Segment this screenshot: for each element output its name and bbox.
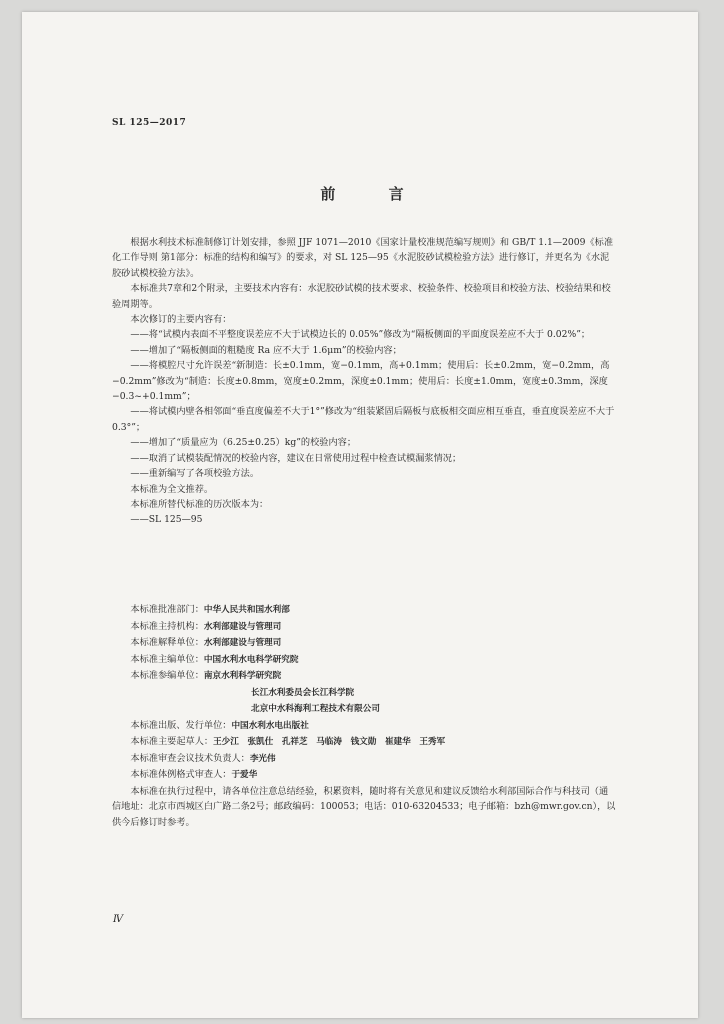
info-closing: 本标准在执行过程中，请各单位注意总结经验，积累资料，随时将有关意见和建议反馈给水利部国际合作与科技司（通信地址：北京市西城区白广路二条2号；邮政编码：100053；电话：010-63204533；电子邮箱：bzh@mwr.gov.cn），以供今后修订时参考。 bbox=[112, 785, 616, 828]
info-chief: 本标准主编单位：中国水利水电科学研究院 bbox=[130, 653, 299, 665]
paragraph-content: 本标准共7章和2个附录，主要技术内容有：水泥胶砂试模的技术要求、校验条件、校验项目和校验方法、校验结果和校验周期等。 bbox=[112, 283, 611, 310]
standard-code: SL 125—2017 bbox=[112, 118, 187, 128]
info-publisher: 本标准出版、发行单位：中国水利水电出版社 bbox=[130, 719, 309, 731]
revision-item: ——将模腔尺寸允许误差“新制造：长±0.1mm，宽−0.1mm，高+0.1mm；使用后：长±0.2mm，宽−0.2mm，高−0.2mm”修改为“制造：长度±0.8mm，宽度±0.2mm，深度±0.1mm；使用后：长度±1.0mm，宽度±0.3mm，深度−0.3~+0.1mm”； bbox=[112, 360, 610, 403]
revision-item: ——将试模内壁各相邻面“垂直度偏差不大于1°”修改为“组装紧固后隔板与底板相交面应相互垂直，垂直度误差应不大于 0.3°”； bbox=[112, 406, 615, 433]
history-item: ——SL 125—95 bbox=[130, 514, 203, 526]
info-format-reviewer: 本标准体例格式审查人：于爱华 bbox=[130, 769, 258, 780]
info-interpret: 本标准解释单位：水利部建设与管理司 bbox=[130, 637, 282, 648]
standard-info bbox=[112, 602, 616, 830]
revision-item: ——增加了“质量应为（6.25±0.25）kg”的校验内容； bbox=[130, 437, 357, 449]
info-participants: 本标准参编单位：南京水利科学研究院 bbox=[130, 670, 282, 681]
page-number: Ⅳ bbox=[113, 914, 123, 925]
revision-item: ——增加了“隔板侧面的粗糙度 Ra 应不大于 1.6μm”的校验内容； bbox=[130, 344, 402, 356]
info-host: 本标准主持机构：水利部建设与管理司 bbox=[130, 620, 282, 632]
info-drafters: 本标准主要起草人：王少江 张凯仕 孔祥芝 马临涛 钱文勋 崔建华 王秀军 bbox=[130, 736, 446, 747]
preface-body bbox=[112, 235, 616, 528]
revision-item: ——将“试模内表面不平整度误差应不大于试模边长的 0.05%”修改为“隔板侧面的平面度误差应不大于 0.02%”； bbox=[130, 329, 591, 341]
info-participant: 长江水利委员会长江科学院 bbox=[251, 687, 355, 698]
info-reviewer: 本标准审查会议技术负责人：李光伟 bbox=[130, 752, 276, 764]
revision-item: ——重新编写了各项校验方法。 bbox=[130, 468, 260, 480]
paragraph-basis: 根据水利技术标准制修订计划安排，参照 JJF 1071—2010《国家计量校准规范编写规则》和 GB/T 1.1—2009《标准化工作导则 第1部分：标准的结构和编写》的要求，对 SL 125—95《水泥胶砂试模检验方法》进行修订，并更名为《水泥胶砂试模校验方法》。 bbox=[112, 237, 614, 279]
page-title: 前 言 bbox=[320, 185, 428, 203]
paragraph-recommendation: 本标准为全文推荐。 bbox=[130, 483, 214, 495]
paragraph-history: 本标准所替代标准的历次版本为： bbox=[130, 498, 269, 510]
info-approval: 本标准批准部门：中华人民共和国水利部 bbox=[130, 604, 290, 615]
revision-item: ——取消了试模装配情况的校验内容，建议在日常使用过程中检查试模漏浆情况； bbox=[130, 452, 462, 464]
info-participant: 北京中水科海利工程技术有限公司 bbox=[251, 704, 380, 714]
paragraph-revision-intro: 本次修订的主要内容有： bbox=[130, 314, 232, 326]
